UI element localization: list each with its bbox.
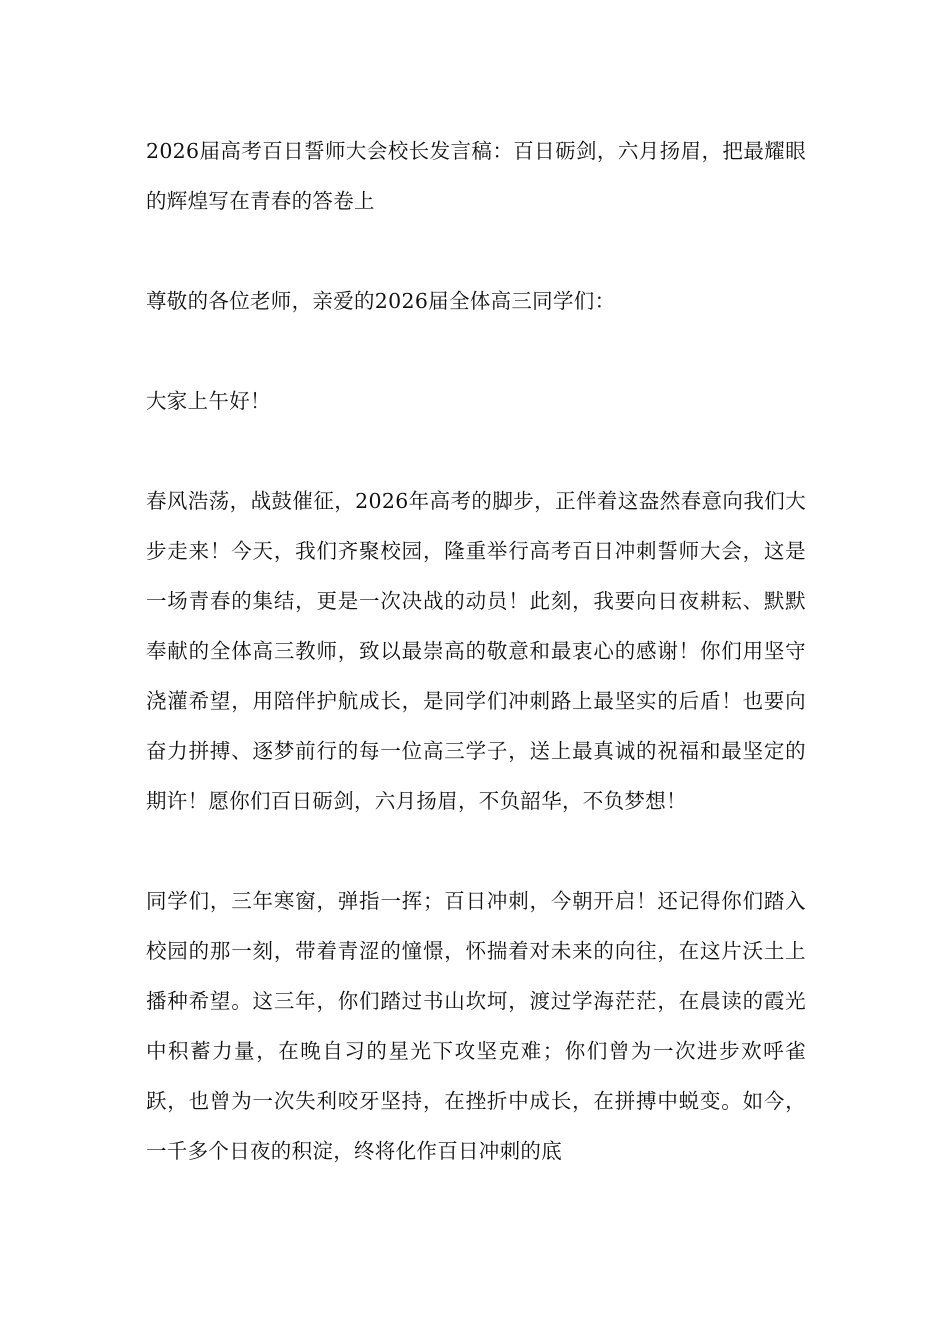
- body-paragraph: 春风浩荡，战鼓催征，2026年高考的脚步，正伴着这盎然春意向我们大步走来！今天，我们齐聚校园，隆重举行高考百日冲刺誓师大会，这是一场青春的集结，更是一次决战的动员！此刻，我要向日夜耕耘、默默奉献的全体高三教师，致以最崇高的敬意和最衷心的感谢！你们用坚守浇灌希望，用陪伴护航成长，是同学们冲刺路上最坚实的后盾！也要向奋力拼搏、逐梦前行的每一位高三学子，送上最真诚的祝福和最坚定的期许！愿你们百日砺剑，六月扬眉，不负韶华，不负梦想！: [146, 489, 806, 813]
- document-body: [146, 126, 806, 1176]
- document-title: 2026届高考百日誓师大会校长发言稿：百日砺剑，六月扬眉，把最耀眼的辉煌写在青春的答卷上: [146, 139, 806, 213]
- salutation: 尊敬的各位老师，亲爱的2026届全体高三同学们：: [146, 289, 616, 313]
- body-paragraph: 同学们，三年寒窗，弹指一挥；百日冲刺，今朝开启！还记得你们踏入校园的那一刻，带着青涩的憧憬，怀揣着对未来的向往，在这片沃土上播种希望。这三年，你们踏过书山坎坷，渡过学海茫茫，在晨读的霞光中积蓄力量，在晚自习的星光下攻坚克难；你们曾为一次进步欢呼雀跃，也曾为一次失利咬牙坚持，在挫折中成长，在拼搏中蜕变。如今，一千多个日夜的积淀，终将化作百日冲刺的底: [146, 889, 806, 1163]
- greeting: 大家上午好！: [146, 389, 271, 413]
